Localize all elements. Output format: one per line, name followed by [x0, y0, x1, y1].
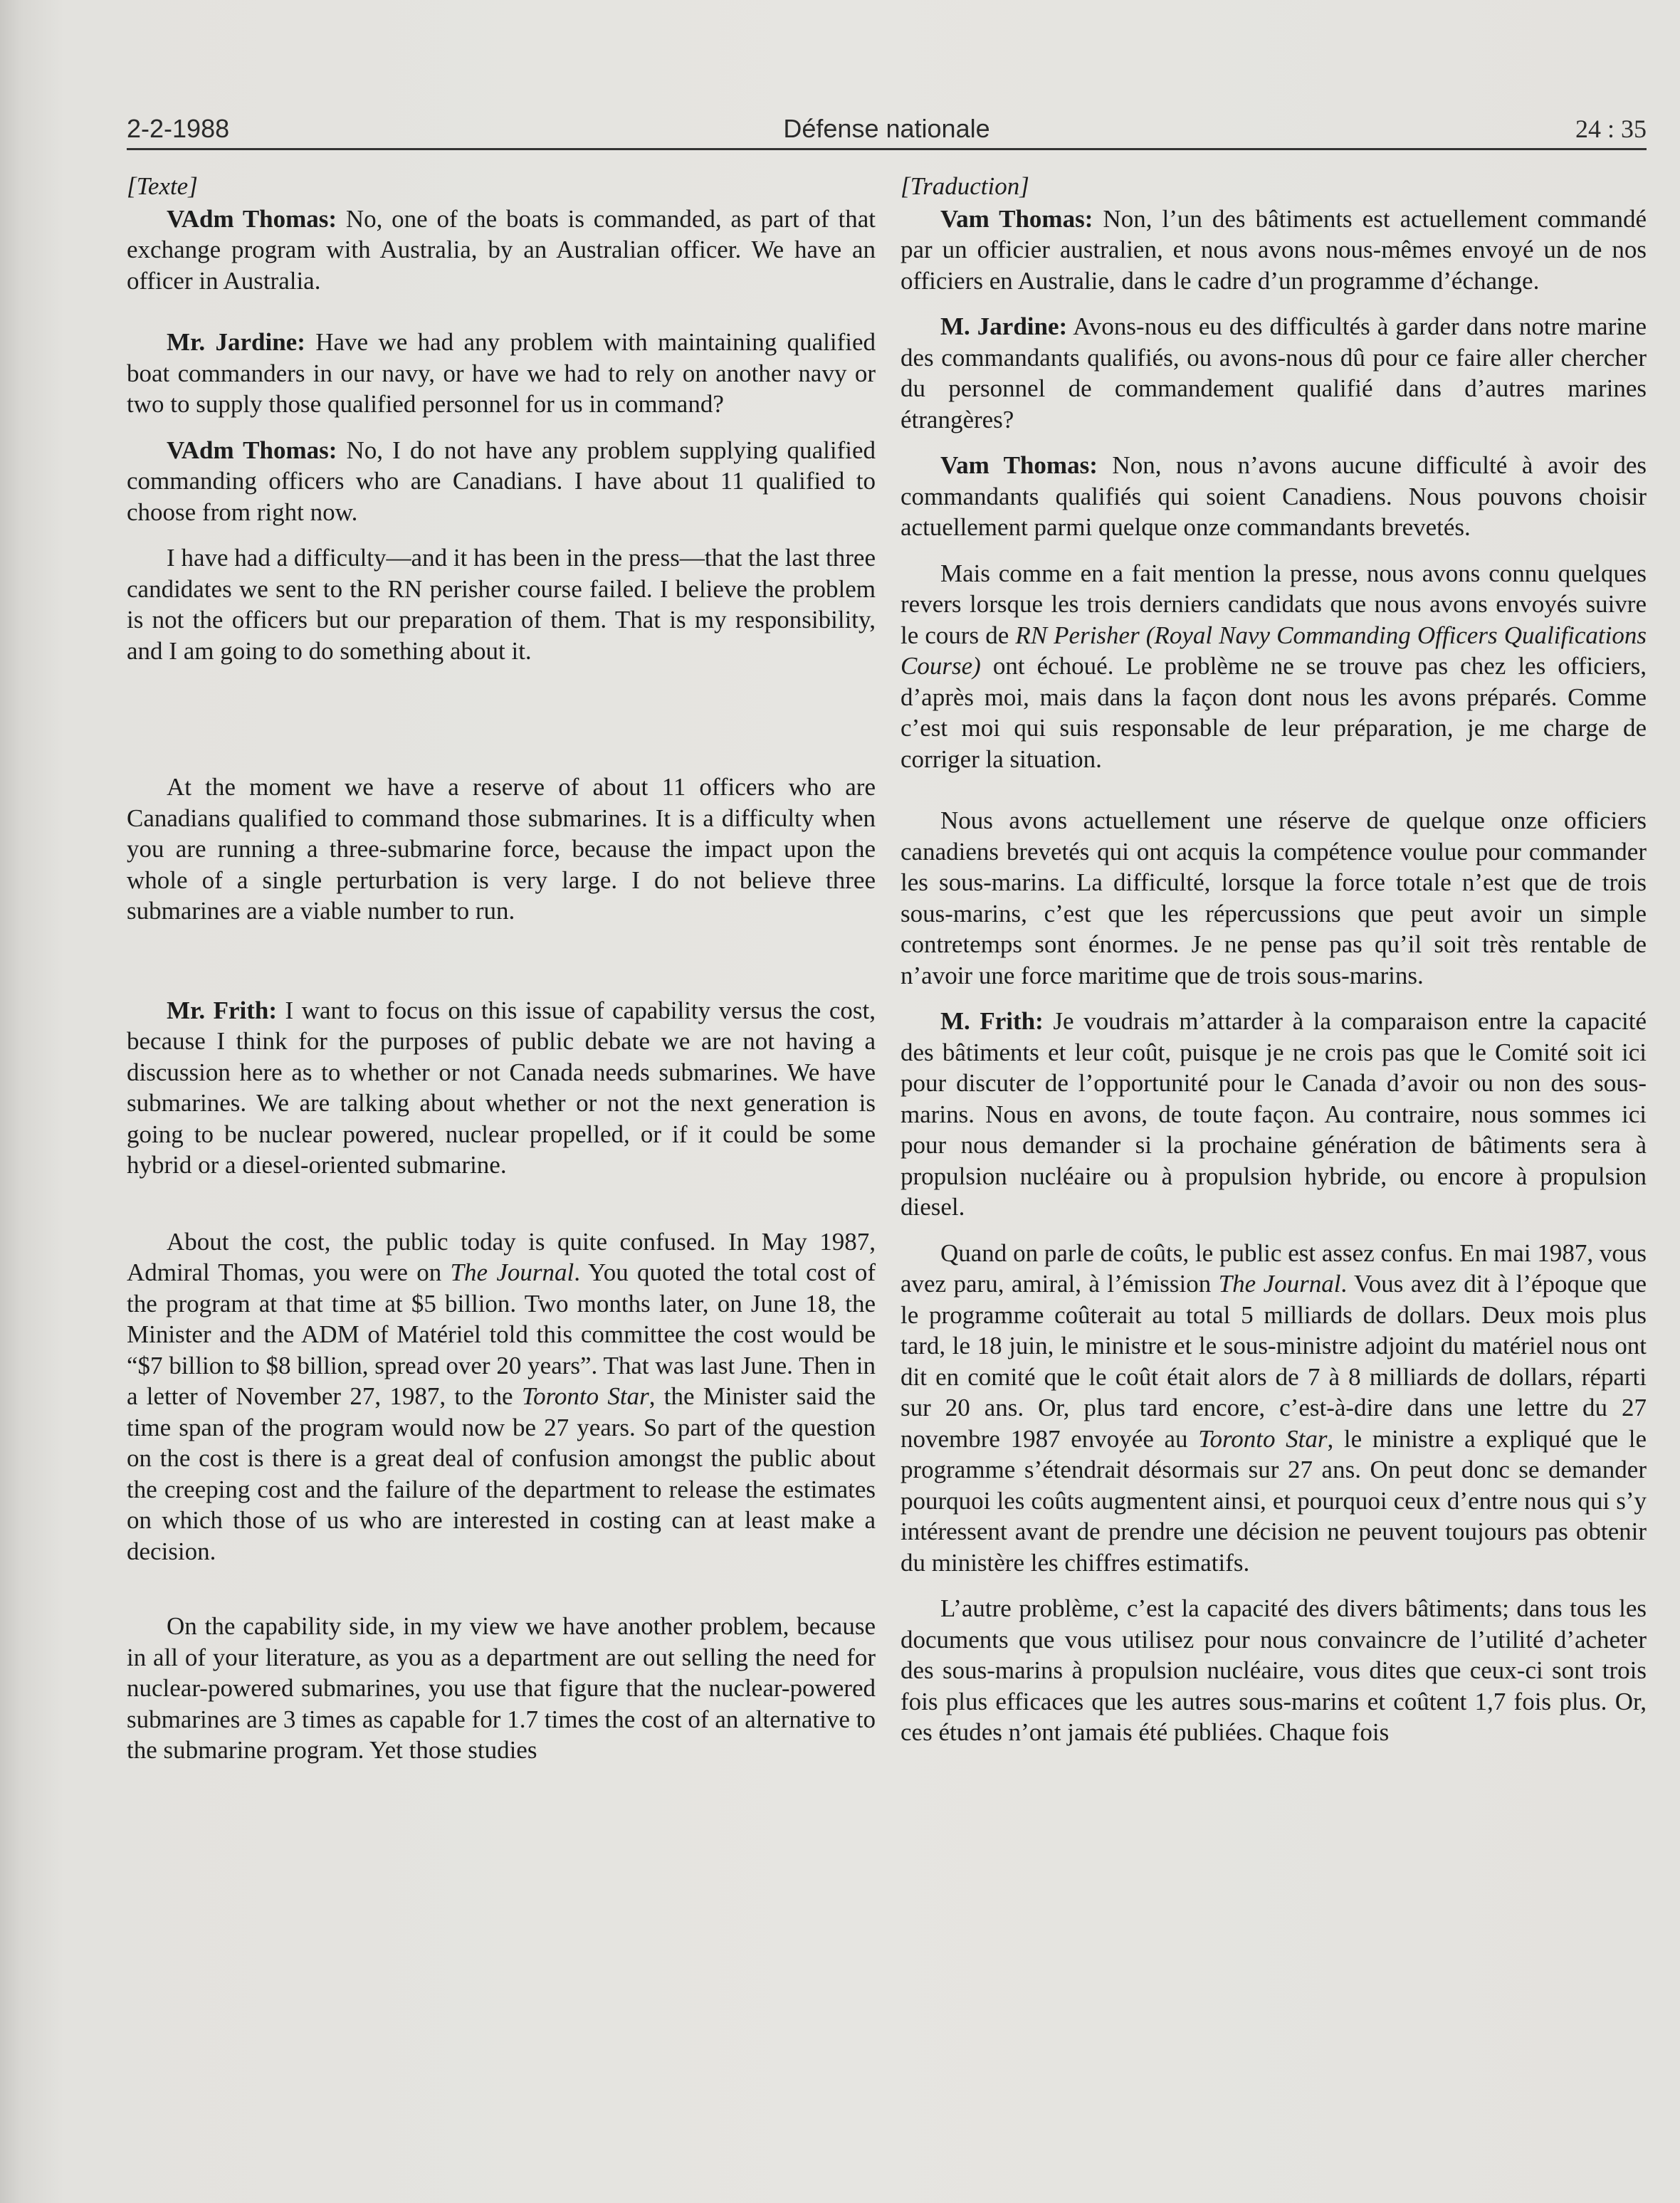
- paragraph: I have had a difficulty—and it has been in the press—that the last three candidates we sent to the RN perisher course failed. I believe the problem is not the officers but our preparation of them. That is my responsibility, and I am going to do something about it.: [127, 544, 876, 665]
- paragraph: [127, 435, 876, 528]
- speaker-name: Mr. Frith:: [167, 996, 278, 1024]
- paragraph: [901, 450, 1647, 543]
- paragraph: At the moment we have a reserve of about 11 officers who are Canadians qualified to command those submarines. It is a difficulty when you are running a three-submarine force, because the impact upon the whole of a single perturbation is very large. I do not believe three submarines are a viable number to run.: [127, 773, 876, 925]
- speaker-name: VAdm Thomas:: [167, 204, 337, 233]
- text-tag: [Texte]: [127, 172, 198, 200]
- speaker-name: M. Jardine:: [940, 312, 1068, 340]
- speech-text: No, I do not have any problem supplying qualified commanding officers who are Canadians. I have about 11 qualified to choose from right now.: [127, 436, 876, 526]
- text-run: Mais comme en a fait mention la presse, nous avons connu quelques revers lorsque les trois derniers candidats que nous avons envoyés suivre le cours de: [901, 559, 1647, 649]
- italic-title: Toronto Star: [1198, 1424, 1328, 1453]
- speaker-name: Mr. Jardine:: [167, 328, 305, 356]
- english-column: [127, 171, 876, 1766]
- italic-title: The Journal: [450, 1258, 574, 1286]
- speech-text: Je voudrais m’attarder à la comparaison entre la capacité des bâtiments et leur coût, puisque je ne crois pas que le Comité soit ici pour discuter de l’opportunité pour le Canada d’avoir ou non des sous-marins. Nous en avons, de toute façon. Au contraire, nous sommes ici pour nous demander si la prochaine génération de bâtiments sera à propulsion nucléaire ou à propulsion hybride, ou encore à propulsion diesel.: [901, 1007, 1647, 1221]
- header-date: 2-2-1988: [127, 114, 230, 143]
- translation-tag: [Traduction]: [901, 172, 1029, 200]
- text-run: Quand on parle de coûts, le public est assez confus. En mai 1987, vous avez paru, amiral, à l’émission: [901, 1239, 1647, 1298]
- speech-text: Non, nous n’avons aucune difficulté à avoir des commandants qualifiés qui soient Canadiens. Nous pouvons choisir actuellement parmi quelque onze commandants brevetés.: [901, 451, 1647, 541]
- speaker-name: M. Frith:: [940, 1007, 1044, 1035]
- paragraph: [901, 311, 1647, 435]
- header-rule: [127, 148, 1647, 150]
- italic-title: The Journal: [1218, 1270, 1341, 1298]
- paragraph: L’autre problème, c’est la capacité des divers bâtiments; dans tous les documents que vous utilisez pour nous convaincre de l’utilité d’acheter des sous-marins à propulsion nucléaire, vous dites que ceux-ci sont trois fois plus efficaces que les autres sous-marins et coûtent 1,7 fois plus. Or, ces études n’ont jamais été publiées. Chaque fois: [901, 1594, 1647, 1746]
- french-column: [901, 171, 1647, 1748]
- paragraph: Nous avons actuellement une réserve de quelque onze officiers canadiens brevetés qui ont acquis la compétence voulue pour commander les sous-marins. La difficulté, lorsque la force totale n’est que de trois sous-marins, c’est que les répercussions que peut avoir un simple contretemps sont énormes. Je ne pense pas qu’il soit très rentable de n’avoir une force maritime que de trois sous-marins.: [901, 806, 1647, 989]
- speech-text: Non, l’un des bâtiments est actuellement commandé par un officier australien, et nous avons nous-mêmes envoyé un de nos officiers en Australie, dans le cadre d’un programme d’échange.: [901, 204, 1647, 295]
- paragraph: [901, 1238, 1647, 1579]
- paragraph: [127, 204, 876, 297]
- speaker-name: VAdm Thomas:: [167, 436, 337, 464]
- paragraph: [127, 1226, 876, 1567]
- speech-text: Have we had any problem with maintaining qualified boat commanders in our navy, or have we had to rely on another navy or two to supply those qualified personnel for us in command?: [127, 328, 876, 418]
- paragraph: [901, 1006, 1647, 1223]
- paragraph: [901, 558, 1647, 775]
- speaker-name: Vam Thomas:: [940, 204, 1093, 233]
- text-run: , the Minister said the time span of the program would now be 27 years. So part of the question on the cost is there is a great deal of confusion amongst the public about the creeping cost and the failure of the department to release the estimates on which those of us who are interested in costing can at least make a decision.: [127, 1382, 876, 1565]
- italic-title: RN Perisher (Royal Navy Commanding Officers Qualifications Course): [901, 621, 1647, 680]
- speech-text: I want to focus on this issue of capability versus the cost, because I think for the purposes of public debate we are not having a discussion here as to whether or not Canada needs submarines. We have submarines. We are talking about whether or not the next generation is going to be nuclear powered, nuclear propelled, or if it could be some hybrid or a diesel-oriented submarine.: [127, 996, 876, 1179]
- header-title: Défense nationale: [783, 114, 990, 143]
- paragraph: [127, 995, 876, 1181]
- paragraph: [127, 327, 876, 420]
- speaker-name: Vam Thomas:: [940, 451, 1098, 479]
- paragraph: [901, 204, 1647, 297]
- speech-text: Avons-nous eu des difficultés à garder dans notre marine des commandants qualifiés, ou avons-nous dû pour ce faire aller chercher du personnel de commandement qualifié dans d’autres marines étrangères?: [901, 312, 1647, 433]
- text-run: ont échoué. Le problème ne se trouve pas chez les officiers, d’après moi, mais dans la façon dont nous les avons préparés. Comme c’est moi qui suis responsable de leur préparation, je me charge de corriger la situation.: [901, 652, 1647, 773]
- text-run: About the cost, the public today is quite confused. In May 1987, Admiral Thomas, you were on: [127, 1227, 876, 1286]
- header-page-number: 24 : 35: [1575, 115, 1647, 143]
- speech-text: No, one of the boats is commanded, as part of that exchange program with Australia, by an Australian officer. We have an officer in Australia.: [127, 204, 876, 295]
- text-run: . You quoted the total cost of the program at that time at $5 billion. Two months later, on June 18, the Minister and the ADM of Matériel told this committee the cost would be “$7 billion to $8 billion, spread over 20 years”. That was last June. Then in a letter of November 27, 1987, to the: [127, 1258, 876, 1410]
- paragraph: On the capability side, in my view we have another problem, because in all of your literature, as you as a department are out selling the need for nuclear-powered submarines, you use that figure that the nuclear-powered submarines are 3 times as capable for 1.7 times the cost of an alternative to the submarine program. Yet those studies: [127, 1612, 876, 1764]
- italic-title: Toronto Star: [521, 1382, 649, 1410]
- page-header: [127, 114, 1647, 148]
- text-run: , le ministre a expliqué que le programme s’étendrait désormais sur 27 ans. On peut donc se demander pourquoi les coûts augmentent ainsi, et pourquoi ceux d’entre nous qui s’y intéressent avant de prendre une décision ne peuvent toujours pas obtenir du ministère les chiffres estimatifs.: [901, 1424, 1647, 1577]
- text-run: . Vous avez dit à l’époque que le programme coûterait au total 5 milliards de dollars. Deux mois plus tard, le 18 juin, le ministre et le sous-ministre adjoint du matériel nous ont dit en comité que le coût était alors de 7 à 8 milliards de dollars, réparti sur 20 ans. Or, plus tard encore, c’est-à-dire dans une lettre du 27 novembre 1987 envoyée au: [901, 1270, 1647, 1453]
